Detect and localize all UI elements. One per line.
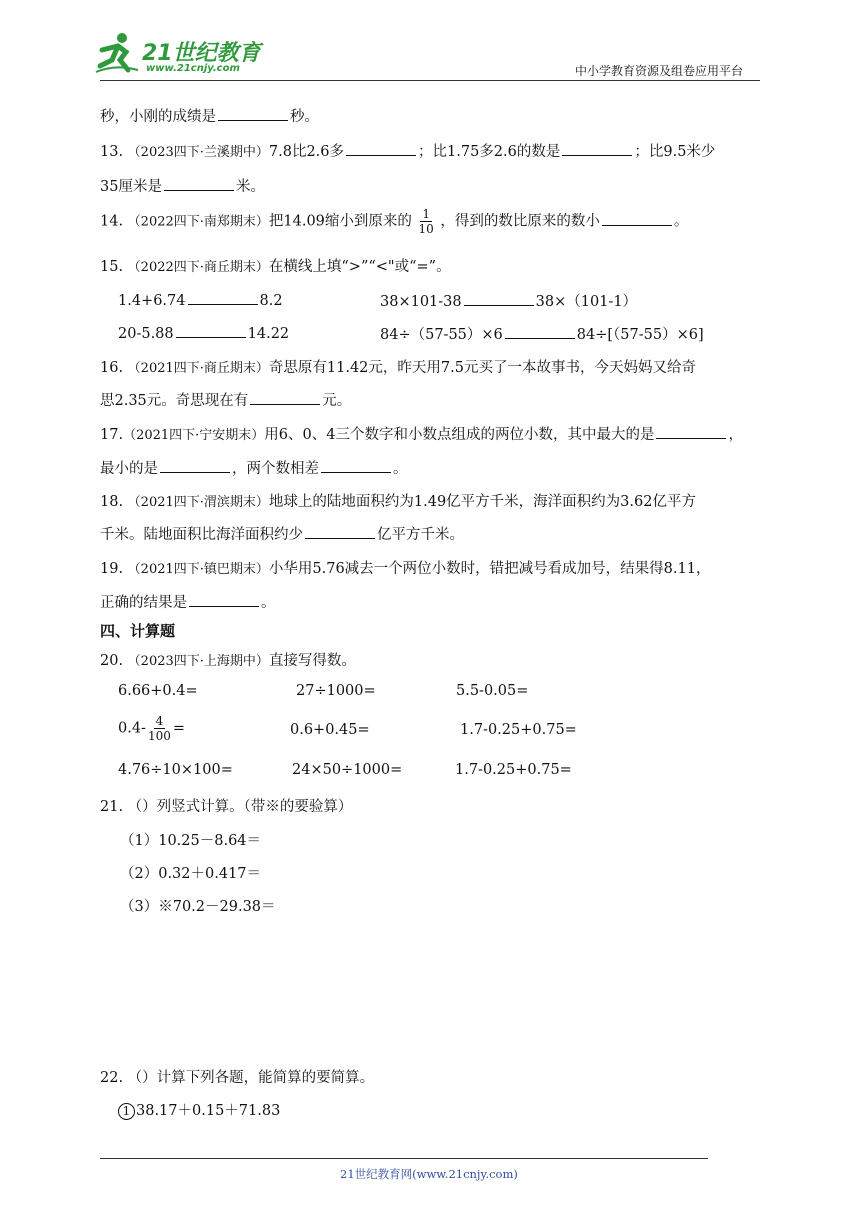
question-18-line2: 千米。陆地面积比海洋面积约少 亿平方千米。 bbox=[100, 523, 464, 544]
logo-title: 21世纪教育 bbox=[142, 41, 261, 66]
question-18: 18. （2021四下·渭滨期末）地球上的陆地面积约为1.49亿平方千米，海洋面积约为3.62亿平方 bbox=[100, 494, 696, 510]
question-13: 13. （2023四下·兰溪期中）7.8比2.6多 ；比1.75多2.6的数是 ；比9.5米少 bbox=[100, 140, 715, 161]
q21-item-2: （2）0.32＋0.417＝ bbox=[120, 866, 262, 882]
footer-text[interactable]: 21世纪教育网(www.21cnjy.com) bbox=[340, 1167, 518, 1181]
question-13-line2: 35厘米是 米。 bbox=[100, 175, 265, 196]
q15-item-4: 84÷（57-55）×6 84÷[（57-55）×6] bbox=[380, 323, 704, 344]
q15-item-2: 38×101-38 38×（101-1） bbox=[380, 290, 637, 311]
footer-rule bbox=[100, 1158, 708, 1159]
question-19-line2: 正确的结果是 。 bbox=[100, 591, 276, 612]
q20-r3c2: 24×50÷1000= bbox=[292, 762, 403, 778]
section-title: 四、计算题 bbox=[100, 622, 176, 640]
q21-item-1: （1）10.25－8.64＝ bbox=[120, 833, 262, 849]
logo-url: www.21cnjy.com bbox=[146, 63, 240, 74]
question-16-line2: 思2.35元。奇思现在有 元。 bbox=[100, 389, 351, 410]
q12-tail: 秒，小刚的成绩是 秒。 bbox=[100, 105, 319, 126]
header-rule bbox=[100, 80, 760, 81]
circled-number: 1 bbox=[118, 1103, 135, 1120]
q15-item-1: 1.4+6.74 8.2 bbox=[118, 290, 283, 309]
question-17-line2: 最小的是 ，两个数相差 。 bbox=[100, 457, 408, 478]
question-16: 16. （2021四下·商丘期末）奇思原有11.42元，昨天用7.5元买了一本故事书，今天妈妈又给奇 bbox=[100, 360, 696, 376]
question-19: 19. （2021四下·镇巴期末）小华用5.76减去一个两位小数时，错把减号看成加号，结果得8.11， bbox=[100, 561, 711, 577]
platform-name: 中小学教育资源及组卷应用平台 bbox=[575, 64, 744, 78]
q20-r2c1: 0.4- $\frac{4}{100}$ = bbox=[118, 714, 186, 743]
q20-r1c1: 6.66+0.4= bbox=[118, 683, 198, 699]
question-20: 20. （2023四下·上海期中）直接写得数。 bbox=[100, 653, 356, 669]
q20-r1c2: 27÷1000= bbox=[296, 683, 376, 699]
q20-r3c1: 4.76÷10×100= bbox=[118, 762, 233, 778]
q20-r3c3: 1.7-0.25+0.75= bbox=[455, 762, 572, 778]
runner-logo-icon bbox=[92, 30, 140, 76]
header-logo bbox=[92, 30, 262, 80]
q21-item-3: （3）※70.2－29.38＝ bbox=[120, 899, 276, 915]
fraction: $\frac{1}{10}$ bbox=[418, 207, 434, 236]
q15-item-3: 20-5.88 14.22 bbox=[118, 323, 289, 342]
question-17: 17.（2021四下·宁安期末）用6、0、4三个数字和小数点组成的两位小数，其中最大的是 ， bbox=[100, 423, 743, 444]
q20-r2c2: 0.6+0.45= bbox=[290, 722, 370, 738]
question-21: 21. （）列竖式计算。（带※的要验算） bbox=[100, 799, 353, 815]
q20-r1c3: 5.5-0.05= bbox=[456, 683, 529, 699]
question-15: 15. （2022四下·商丘期末）在横线上填“>”“<"或“=”。 bbox=[100, 259, 451, 275]
question-22: 22. （）计算下列各题，能简算的要简算。 bbox=[100, 1070, 375, 1086]
q22-item-1: 1 38.17＋0.15＋71.83 bbox=[118, 1099, 280, 1120]
q20-r2c3: 1.7-0.25+0.75= bbox=[460, 722, 577, 738]
question-14: 14. （2022四下·南郑期末）把14.09缩小到原来的 $\frac{1}{10}$ ，得到的数比原来的数小 。 bbox=[100, 207, 689, 236]
